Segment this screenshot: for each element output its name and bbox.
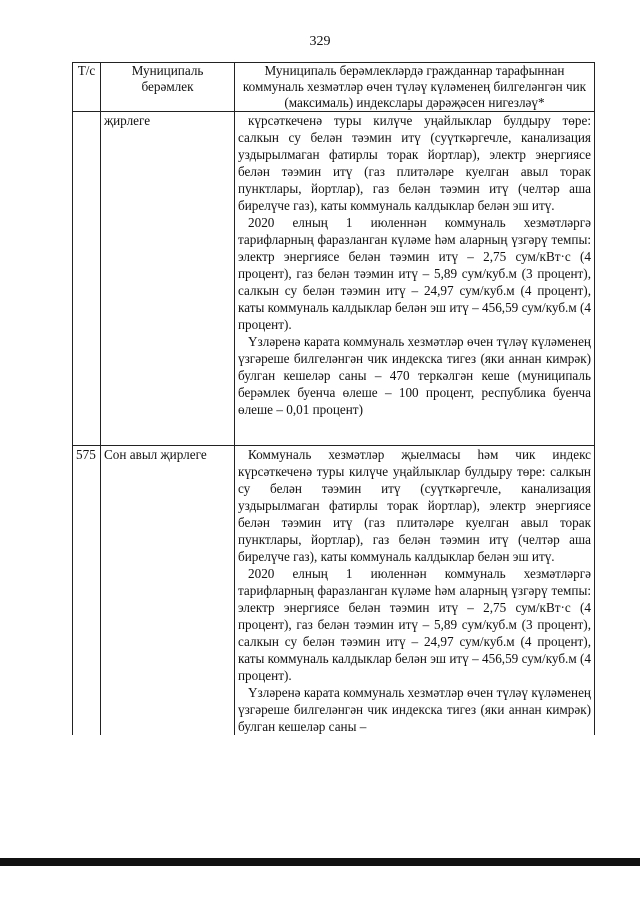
header-municipality: Муниципаль берәмлек <box>101 63 235 112</box>
paragraph: Үзләренә карата коммуналь хезмәтләр өчен түләү күләменең үзгәреше билгеләнгән чик индекска тигез (яки аннан кимрәк) булган кешеләр саны – <box>238 685 591 734</box>
municipality-name: Сон авыл җирлеге <box>101 446 235 736</box>
header-justification: Муниципаль берәмлекләрдә гражданнар тарафыннан коммуналь хезмәтләр өчен түләү күләменең билгеләнгән чик (максималь) индекслары дәрәҗәсен нигезләү* <box>235 63 595 112</box>
paragraph: күрсәткеченә туры килүче уңайлыклар булдыру төре: салкын су белән тәэмин итү (суүткәргечле, канализация уздырылмаган фатирлы торак йортлар), электр энергиясе белән тәэмин итү (газ плитәләре куелган авыл торак пунктлары, йортлар), газ белән тәэмин итү (челтәр аша бирелүче газ), каты коммуналь калдыклар белән эш итү. <box>238 113 591 213</box>
paragraph: Үзләренә карата коммуналь хезмәтләр өчен түләү күләменең үзгәреше билгеләнгән чик индекска тигез (яки аннан кимрәк) булган кешеләр саны – 470 теркәлгән кеше (муниципаль берәмлек буенча өлеше – 100 процент, республика буенча өлеше – 0,01 процент) <box>238 334 591 417</box>
row-number: 575 <box>73 446 101 736</box>
document-table <box>72 62 595 735</box>
table-row <box>73 112 595 446</box>
justification-text <box>235 112 595 446</box>
header-number: Т/с <box>73 63 101 112</box>
scan-edge-bar <box>0 858 640 866</box>
municipality-name: җирлеге <box>101 112 235 446</box>
paragraph: Коммуналь хезмәтләр җыелмасы һәм чик индекс күрсәткеченә туры килүче уңайлыклар булдыру төре: салкын су белән тәэмин итү (суүткәргечле, канализация уздырылмаган фатирлы торак йортлар), электр энергиясе белән тәэмин итү (газ плитәләре куелган авыл торак пунктлары, йортлар), газ белән тәэмин итү (челтәр аша бирелүче газ), каты коммуналь калдыклар белән эш итү. <box>238 447 591 564</box>
table-header-row <box>73 63 595 112</box>
justification-text <box>235 446 595 736</box>
page-number: 329 <box>309 34 331 49</box>
paragraph: 2020 елның 1 июленнән коммуналь хезмәтләргә тарифларның фаразланган күләме һәм аларның үзгәрү темпы: электр энергиясе белән тәэмин итү – 2,75 сум/кВт·с (4 процент), газ белән тәэмин итү – 5,89 сум/куб.м (3 процент), салкын су белән тәэмин итү – 24,97 сум/куб.м (4 процент), каты коммуналь калдыклар белән эш итү – 456,59 сум/куб.м (4 процент). <box>238 215 591 332</box>
row-number <box>73 112 101 446</box>
table-row <box>73 446 595 736</box>
paragraph: 2020 елның 1 июленнән коммуналь хезмәтләргә тарифларның фаразланган күләме һәм аларның үзгәрү темпы: электр энергиясе белән тәэмин итү – 2,75 сум/кВт·с (4 процент), газ белән тәэмин итү – 5,89 сум/куб.м (3 процент), салкын су белән тәэмин итү – 24,97 сум/куб.м (4 процент), каты коммуналь калдыклар белән эш итү – 456,59 сум/куб.м (4 процент). <box>238 566 591 683</box>
